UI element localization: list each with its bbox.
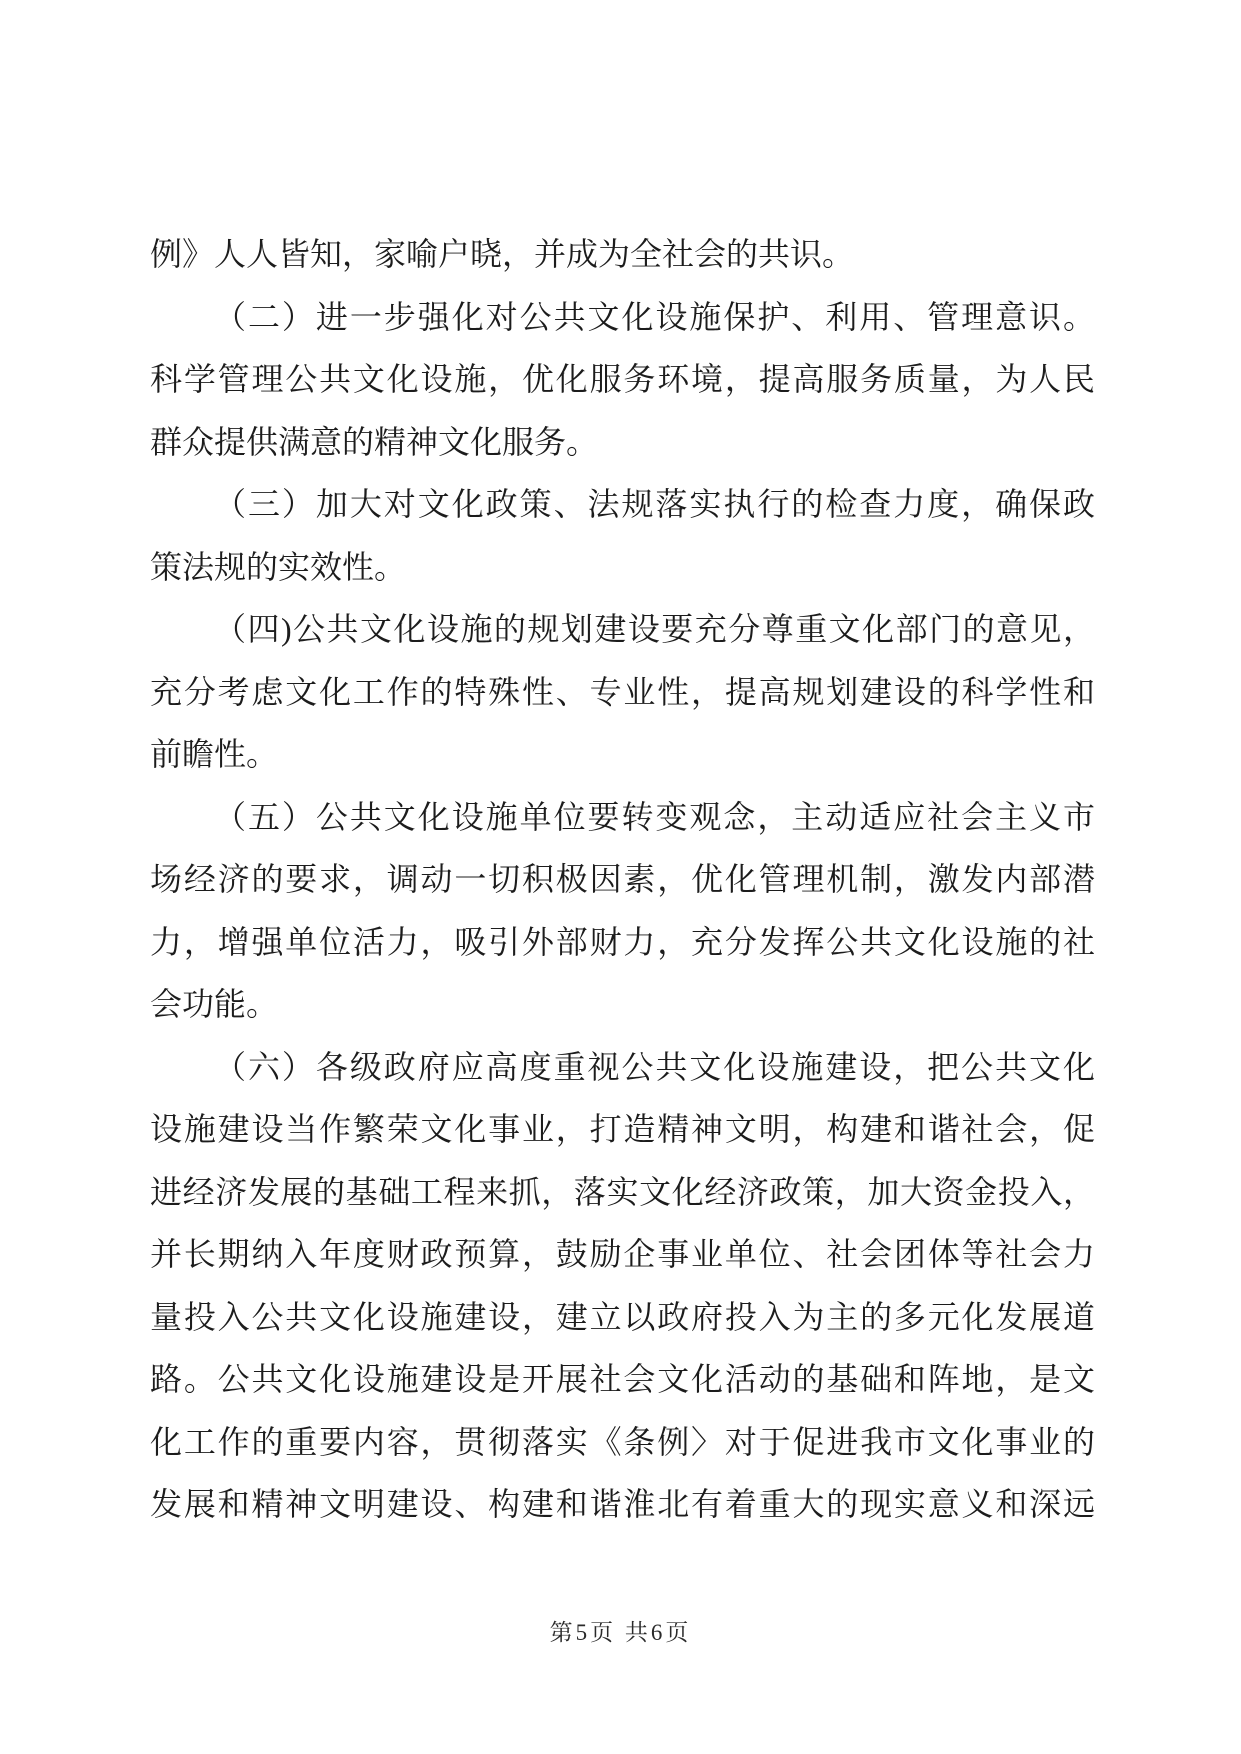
page-footer: 第5页 共6页 [549, 1620, 692, 1645]
text-line: 科学管理公共文化设施，优化服务环境，提高服务质量，为人民 [150, 361, 1095, 397]
text-line: 发展和精神文明建设、构建和谐淮北有着重大的现实意义和深远 [150, 1486, 1095, 1522]
text-line: 场经济的要求，调动一切积极因素，优化管理机制，激发内部潜 [150, 861, 1095, 897]
text-line: （六）各级政府应高度重视公共文化设施建设，把公共文化 [214, 1048, 1095, 1085]
text-line: 设施建设当作繁荣文化事业，打造精神文明，构建和谐社会，促 [150, 1111, 1095, 1147]
text-line: 策法规的实效性。 [150, 548, 407, 585]
text-line: 并长期纳入年度财政预算，鼓励企事业单位、社会团体等社会力 [150, 1236, 1095, 1272]
document-body [150, 223, 1095, 1536]
text-line: 会功能。 [150, 986, 279, 1022]
text-line: 力，增强单位活力，吸引外部财力，充分发挥公共文化设施的社 [150, 923, 1095, 960]
text-line: 路。公共文化设施建设是开展社会文化活动的基础和阵地，是文 [150, 1361, 1095, 1397]
text-line: 量投入公共文化设施建设，建立以政府投入为主的多元化发展道 [150, 1298, 1095, 1335]
text-line: 进经济发展的基础工程来抓，落实文化经济政策，加大资金投入， [150, 1173, 1095, 1210]
text-line: 例》人人皆知，家喻户晓，并成为全社会的共识。 [150, 236, 855, 272]
text-line: 充分考虑文化工作的特殊性、专业性，提高规划建设的科学性和 [150, 673, 1095, 710]
text-line: 群众提供满意的精神文化服务。 [150, 423, 599, 460]
text-line: 化工作的重要内容，贯彻落实《条例〉对于促进我市文化事业的 [150, 1423, 1095, 1460]
text-line: （三）加大对文化政策、法规落实执行的检查力度，确保政 [214, 486, 1095, 522]
text-line: 前瞻性。 [150, 736, 279, 772]
text-line: （四)公共文化设施的规划建设要充分尊重文化部门的意见， [214, 611, 1095, 647]
text-line: （二）进一步强化对公共文化设施保护、利用、管理意识。 [214, 298, 1095, 335]
text-line: （五）公共文化设施单位要转变观念，主动适应社会主义市 [214, 798, 1095, 835]
